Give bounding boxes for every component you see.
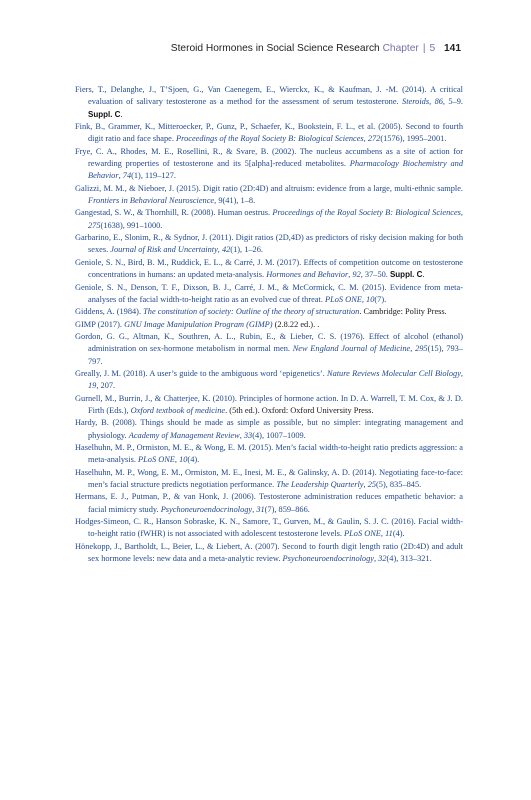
reference-link-text[interactable]: Gangestad, S. W., & Thornhill, R. (2008). Human oestrus. bbox=[75, 208, 273, 218]
running-head-chapter: Chapter bbox=[382, 43, 419, 54]
reference-link-text[interactable]: Fink, B., Grammer, K., Mitteroecker, P., Gunz, P., Schaefer, K., Bookstein, F. L., et al. (2005). Second to fourth digit ratio and face shape. bbox=[75, 122, 463, 144]
reference-link-text[interactable]: Frye, C. A., Rhodes, M. E., Rosellini, R., & Svare, B. (2002). The nucleus accumbens as a site of action for rewarding properties of testosterone and its 5[alpha]-reduced metabolites. bbox=[75, 146, 463, 169]
reference-journal-link[interactable]: 32 bbox=[378, 554, 387, 564]
reference-entry bbox=[75, 467, 463, 492]
reference-link-text[interactable]: (5), 835–845. bbox=[376, 480, 422, 489]
reference-link-text[interactable]: , bbox=[460, 208, 463, 218]
reference-journal-link[interactable]: 92 bbox=[352, 270, 361, 280]
reference-text: (2.8.22 ed.). . bbox=[272, 319, 320, 329]
reference-journal-link[interactable]: The constitution of society: Outline of the theory of structuration bbox=[143, 307, 360, 317]
reference-link-text[interactable]: Giddens, A. (1984). bbox=[75, 307, 144, 317]
reference-text: . bbox=[422, 270, 425, 280]
reference-journal-link[interactable]: Oxford textbook of medicine bbox=[130, 405, 226, 415]
reference-link-text[interactable]: Hönekopp, J., Bartholdt, L., Beier, L., & Liebert, A. (2007). Second to fourth digit length ratio (2D:4D) and adult sex hormone levels: new data and a meta-analytic review. bbox=[75, 541, 463, 564]
reference-journal-link[interactable]: Psychoneuroendocrinology bbox=[282, 554, 374, 564]
reference-journal-link[interactable]: Nature Reviews Molecular Cell Biology bbox=[327, 368, 461, 378]
reference-link-text[interactable]: , 5–9. bbox=[442, 97, 464, 107]
reference-link-text[interactable]: (4). bbox=[392, 529, 405, 539]
reference-journal-link[interactable]: Proceedings of the Royal Society B: Biological Sciences bbox=[176, 134, 364, 144]
reference-entry bbox=[75, 146, 463, 183]
reference-entry bbox=[75, 207, 463, 232]
reference-link-text[interactable]: Garbarino, E., Slonim, R., & Sydnor, J. (2011). Digit ratios (2D,4D) as predictors of risky decision making for both sexes. bbox=[75, 233, 463, 255]
running-head-separator: | bbox=[422, 43, 426, 54]
reference-entry bbox=[75, 306, 463, 318]
reference-link-text[interactable]: Geniole, S. N., Bird, B. M., Ruddick, E. L., & Carré, J. M. (2017). Effects of competition outcome on testosterone concentrations in humans: an updated meta-analysis. bbox=[75, 257, 463, 280]
reference-supplement: Suppl. C bbox=[389, 270, 423, 280]
reference-link-text[interactable]: , bbox=[460, 368, 463, 378]
reference-link-text[interactable]: (1576), 1995–2001. bbox=[380, 134, 447, 144]
reference-link-text[interactable]: , bbox=[363, 134, 368, 144]
reference-entry bbox=[75, 331, 463, 368]
reference-journal-link[interactable]: The Leadership Quarterly bbox=[276, 480, 364, 489]
reference-link-text[interactable]: (15), 793–797. bbox=[88, 344, 463, 366]
reference-entry bbox=[75, 491, 463, 516]
reference-link-text[interactable]: (1), 119–127. bbox=[131, 171, 176, 181]
reference-link-text[interactable]: Hodges-Simeon, C. R., Hanson Sobraske, K. N., Samore, T., Gurven, M., & Gaulin, S. J. C. (2016). Facial width-to-height ratio (fWHR) is not associated with adolescent testosterone levels. bbox=[75, 517, 463, 539]
reference-link-text[interactable]: Hardy, B. (2008). Things should be made as simple as possible, but no simpler: integrating management and physiology. bbox=[75, 418, 463, 440]
reference-journal-link[interactable]: Proceedings of the Royal Society B: Biological Sciences bbox=[272, 208, 461, 218]
reference-link-text[interactable]: Galizzi, M. M., & Nieboer, J. (2015). Digit ratio (2D:4D) and altruism: evidence from a large, multi-ethnic sample. bbox=[75, 183, 463, 193]
reference-link-text[interactable]: , bbox=[174, 455, 180, 465]
reference-journal-link[interactable]: New England Journal of Medicine bbox=[292, 344, 411, 354]
reference-journal-link[interactable]: 19 bbox=[88, 381, 97, 391]
reference-link-text[interactable]: , 9(41), 1–8. bbox=[214, 196, 256, 206]
reference-link-text[interactable]: Haselhuhn, M. P., Wong, E. M., Ormiston, M. E., Inesi, M. E., & Galinsky, A. D. (2014). Negotiating face-to-face: men’s facial structure predicts negotiation performance. bbox=[75, 467, 463, 489]
reference-link-text[interactable]: , bbox=[239, 430, 244, 440]
running-head bbox=[171, 43, 461, 54]
reference-journal-link[interactable]: 272 bbox=[367, 134, 381, 144]
reference-journal-link[interactable]: PLoS ONE bbox=[325, 294, 362, 304]
page-number: 141 bbox=[444, 43, 461, 54]
reference-link-text[interactable]: (7), 859–866. bbox=[264, 504, 310, 514]
reference-journal-link[interactable]: 295 bbox=[415, 344, 428, 354]
reference-text: . Cambridge: Polity Press. bbox=[359, 307, 447, 317]
reference-journal-link[interactable]: Psychoneuroendocrinology bbox=[160, 504, 253, 514]
reference-entry bbox=[75, 282, 463, 307]
reference-entry bbox=[75, 442, 463, 467]
reference-journal-link[interactable]: PLoS ONE bbox=[138, 455, 175, 465]
reference-link-text[interactable]: (4), 1007–1009. bbox=[252, 430, 306, 440]
reference-journal-link[interactable]: 10 bbox=[179, 455, 188, 465]
reference-journal-link[interactable]: 11 bbox=[385, 529, 393, 539]
reference-supplement: Suppl. C bbox=[88, 109, 121, 119]
reference-link-text[interactable]: (1), 1–26. bbox=[230, 245, 263, 255]
reference-journal-link[interactable]: Frontiers in Behavioral Neuroscience bbox=[88, 196, 215, 206]
reference-link-text[interactable]: , bbox=[348, 270, 353, 280]
reference-entry bbox=[75, 257, 463, 282]
reference-list bbox=[75, 84, 463, 565]
reference-entry bbox=[75, 541, 463, 566]
reference-link-text[interactable]: , bbox=[429, 97, 435, 107]
reference-entry bbox=[75, 417, 463, 442]
reference-journal-link[interactable]: Journal of Risk and Uncertainty bbox=[110, 245, 218, 255]
reference-entry bbox=[75, 232, 463, 257]
reference-link-text[interactable]: (7). bbox=[374, 294, 387, 304]
reference-journal-link[interactable]: 42 bbox=[221, 245, 231, 255]
reference-entry bbox=[75, 84, 463, 121]
reference-link-text[interactable]: (4), 313–321. bbox=[386, 554, 432, 564]
reference-journal-link[interactable]: 10 bbox=[366, 294, 375, 304]
reference-entry bbox=[75, 516, 463, 541]
reference-link-text[interactable]: , bbox=[410, 344, 416, 354]
reference-link-text[interactable]: , bbox=[118, 171, 123, 181]
reference-text: . (5th ed.). Oxford: Oxford University Press. bbox=[225, 405, 374, 415]
reference-journal-link[interactable]: Steroids bbox=[402, 97, 430, 107]
reference-link-text[interactable]: Gurnell, M., Burrin, J., & Chatterjee, K. (2010). Principles of hormone action. In D. A. Warrell, T. M. Cox, & J. D. Firth (Eds.), bbox=[75, 393, 463, 415]
reference-journal-link[interactable]: Academy of Management Review bbox=[128, 430, 240, 440]
reference-link-text[interactable]: Haselhuhn, M. P., Ormiston, M. E., & Wong, E. M. (2015). Men’s facial width-to-height ratio predicts aggression: a meta-analysis. bbox=[75, 442, 463, 465]
reference-journal-link[interactable]: 86 bbox=[434, 97, 443, 107]
reference-journal-link[interactable]: PLoS ONE bbox=[344, 529, 381, 539]
reference-entry bbox=[75, 183, 463, 208]
reference-entry bbox=[75, 393, 463, 418]
reference-link-text[interactable]: (4). bbox=[187, 455, 200, 465]
reference-link-text[interactable]: , 37–50. bbox=[360, 270, 390, 280]
reference-link-text[interactable]: , 207. bbox=[96, 381, 116, 391]
reference-journal-link[interactable]: 33 bbox=[243, 430, 253, 440]
reference-entry bbox=[75, 319, 463, 331]
reference-text: . bbox=[120, 109, 123, 119]
reference-journal-link[interactable]: GNU Image Manipulation Program (GIMP) bbox=[124, 319, 273, 329]
running-head-title: Steroid Hormones in Social Science Research bbox=[170, 43, 380, 54]
reference-journal-link[interactable]: 74 bbox=[122, 171, 132, 181]
reference-link-text[interactable]: Geniole, S. N., Denson, T. F., Dixson, B. J., Carré, J. M., & McCormick, C. M. (2015). Evidence from meta-analyses of the facial width-to-height ratio as an evolved cue of threat. bbox=[75, 282, 463, 304]
reference-link-text[interactable]: , bbox=[252, 504, 257, 514]
running-head-chapter-number: 5 bbox=[429, 43, 436, 54]
reference-journal-link[interactable]: 31 bbox=[256, 504, 265, 514]
reference-journal-link[interactable]: 275 bbox=[88, 220, 101, 230]
reference-journal-link[interactable]: Hormones and Behavior bbox=[266, 270, 349, 280]
reference-link-text[interactable]: , bbox=[363, 480, 368, 489]
reference-journal-link[interactable]: Pharmacology Biochemistry and Behavior bbox=[88, 159, 463, 181]
reference-entry bbox=[75, 121, 463, 146]
reference-link-text[interactable]: Fiers, T., Delanghe, J., T’Sjoen, G., Van Caenegem, E., Wierckx, K., & Kaufman, J. -M. (2014). A critical evaluation of salivary testosterone as a method for the assessment of serum testosterone. bbox=[75, 85, 463, 107]
reference-link-text[interactable]: Greally, J. M. (2018). A user’s guide to the ambiguous word ‘epigenetics’. bbox=[75, 368, 327, 378]
reference-link-text[interactable]: Hermans, E. J., Putman, P., & van Honk, J. (2006). Testosterone administration reduces empathetic behavior: a facial mimicry study. bbox=[75, 492, 463, 514]
reference-link-text[interactable]: , bbox=[380, 529, 386, 539]
reference-link-text[interactable]: , bbox=[373, 554, 379, 564]
reference-journal-link[interactable]: 25 bbox=[367, 480, 377, 489]
reference-link-text[interactable]: GIMP (2017). bbox=[75, 319, 125, 329]
reference-link-text[interactable]: (1638), 991–1000. bbox=[100, 220, 163, 230]
reference-entry bbox=[75, 368, 463, 393]
reference-link-text[interactable]: , bbox=[217, 245, 222, 255]
reference-link-text[interactable]: , bbox=[361, 294, 367, 304]
reference-link-text[interactable]: Gordon, G. G., Altman, K., Southren, A. L., Rubin, E., & Lieber, C. S. (1976). Effect of alcohol (ethanol) administration on sex-hormone metabolism in normal men. bbox=[75, 331, 463, 354]
